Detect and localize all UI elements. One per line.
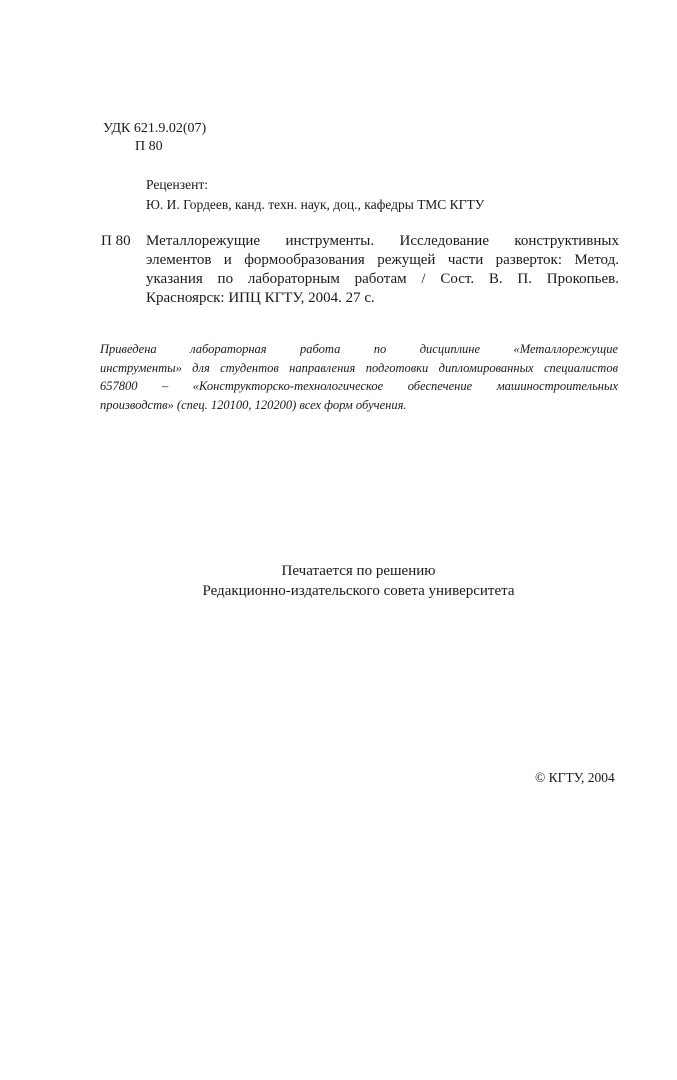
approval-line-1: Печатается по решению (281, 563, 436, 579)
bibliographic-record (101, 232, 619, 308)
publication-approval (0, 561, 677, 601)
annotation-line: 657800 – «Конструкторско-технологическое обеспечение машиностроительных (100, 379, 618, 393)
reviewer-label: Рецензент: (146, 177, 208, 192)
copyright-notice: © КГТУ, 2004 (535, 770, 615, 785)
bibliographic-description (146, 232, 619, 308)
udk-block (103, 120, 206, 156)
annotation-line: производств» (спец. 120100, 120200) всех форм обучения. (100, 397, 407, 412)
author-mark: П 80 (135, 139, 163, 154)
bibliographic-code: П 80 (101, 233, 131, 249)
bibliographic-line: Металлорежущие инструменты. Исследование конструктивных (146, 233, 619, 249)
bibliographic-line: элементов и формообразования режущей части разверток: Метод. (146, 252, 619, 268)
bibliographic-line: указания по лабораторным работам / Сост. В. П. Прокопьев. (146, 271, 619, 287)
annotation-line: инструменты» для студентов направления подготовки дипломированных специалистов (100, 360, 618, 375)
bibliographic-line: Красноярск: ИПЦ КГТУ, 2004. 27 с. (146, 290, 375, 306)
annotation-line: Приведена лабораторная работа по дисциплине «Металлорежущие (100, 342, 618, 356)
annotation (100, 340, 618, 414)
reviewer-block (146, 175, 484, 215)
reviewer-name: Ю. И. Гордеев, канд. техн. наук, доц., кафедры ТМС КГТУ (146, 197, 485, 212)
approval-line-2: Редакционно-издательского совета университета (202, 583, 515, 599)
udk-code: УДК 621.9.02(07) (103, 121, 207, 136)
